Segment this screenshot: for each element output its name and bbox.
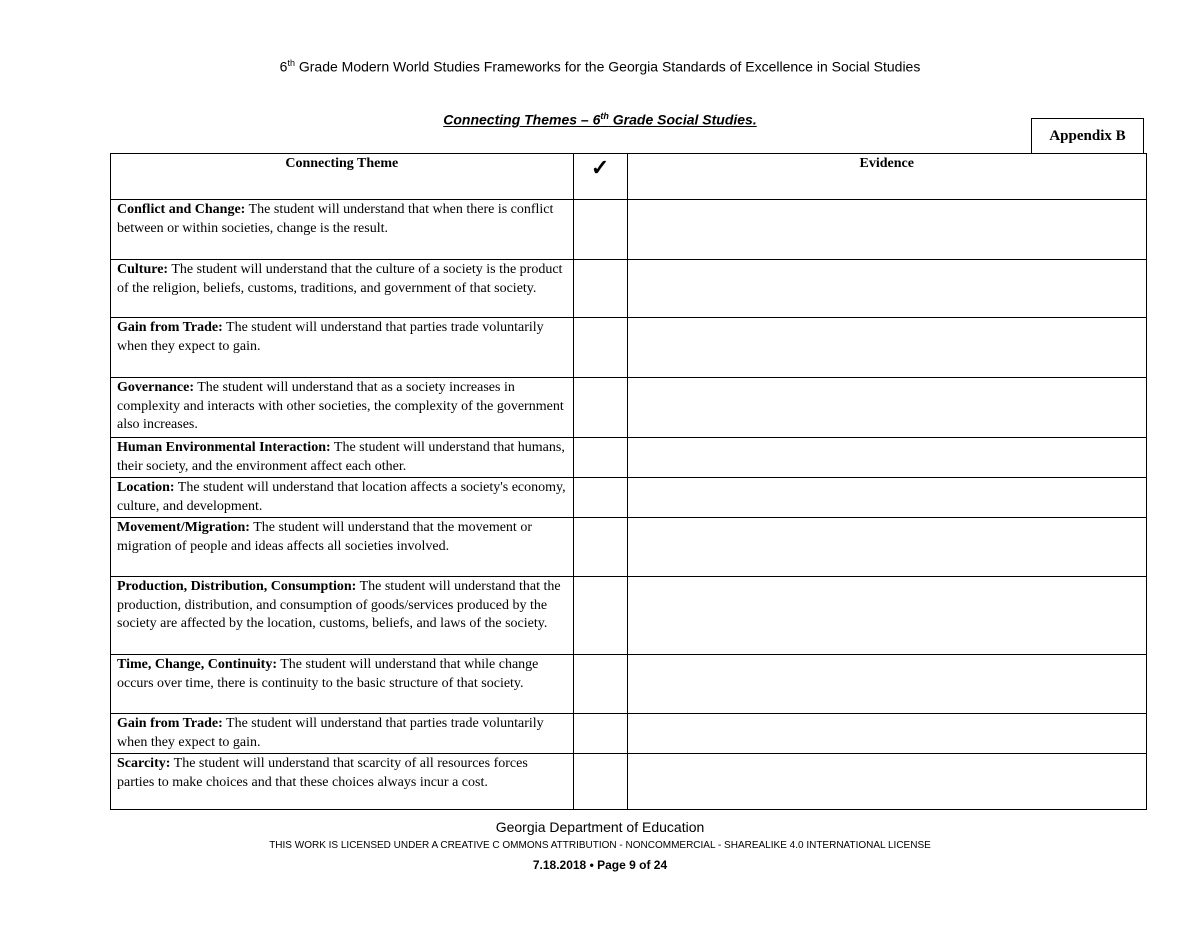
- theme-description: The student will understand that parties trade voluntarily when they expect to gain.: [117, 716, 544, 750]
- evidence-cell[interactable]: [627, 378, 1146, 438]
- footer-license: THIS WORK IS LICENSED UNDER A CREATIVE C OMMONS ATTRIBUTION - NONCOMMERCIAL - SHAREALIKE 4.0 INTERNATIONAL LICENSE: [269, 840, 931, 851]
- header-title-superscript: th: [287, 58, 295, 68]
- evidence-cell[interactable]: [627, 478, 1146, 518]
- theme-term: Human Environmental Interaction:: [117, 440, 331, 455]
- header-title-text: Grade Modern World Studies Frameworks for the Georgia Standards of Excellence in Social Studies: [294, 58, 921, 75]
- table-row: [111, 318, 1147, 378]
- check-cell[interactable]: [573, 478, 627, 518]
- check-cell[interactable]: [573, 378, 627, 438]
- theme-description: The student will understand that humans, their society, and the environment affect each other.: [117, 440, 565, 474]
- header-connecting-theme: Connecting Theme: [111, 154, 574, 200]
- theme-cell: [111, 260, 574, 318]
- theme-term: Movement/Migration:: [117, 520, 250, 535]
- theme-cell: [111, 754, 574, 810]
- check-cell[interactable]: [573, 754, 627, 810]
- page-header-title: [0, 58, 1200, 75]
- page-subtitle: [0, 111, 1200, 128]
- table-row: [111, 577, 1147, 655]
- theme-description: The student will understand that the production, distribution, and consumption of goods/services produced by the society are affected by the location, customs, beliefs, and laws of the society.: [117, 579, 561, 631]
- theme-description: The student will understand that as a society increases in complexity and interacts with other societies, the complexity of the government also increases.: [117, 380, 564, 432]
- theme-cell: [111, 378, 574, 438]
- table-row: [111, 260, 1147, 318]
- theme-term: Time, Change, Continuity:: [117, 657, 277, 672]
- appendix-label: Appendix B: [1031, 118, 1144, 153]
- theme-cell: [111, 318, 574, 378]
- check-cell[interactable]: [573, 655, 627, 714]
- table-row: [111, 518, 1147, 577]
- header-checkmark-icon: ✓: [573, 154, 627, 200]
- evidence-cell[interactable]: [627, 200, 1146, 260]
- evidence-cell[interactable]: [627, 318, 1146, 378]
- theme-term: Governance:: [117, 380, 194, 395]
- theme-description: The student will understand that the culture of a society is the product of the religion, beliefs, customs, traditions, and government of that society.: [117, 262, 563, 296]
- table-row: [111, 378, 1147, 438]
- footer-date-page: 7.18.2018 • Page 9 of 24: [532, 858, 668, 872]
- theme-description: The student will understand that when there is conflict between or within societies, change is the result.: [117, 202, 554, 236]
- theme-cell: [111, 655, 574, 714]
- theme-term: Gain from Trade:: [117, 320, 223, 335]
- header-evidence: Evidence: [627, 154, 1146, 200]
- theme-cell: [111, 714, 574, 754]
- check-cell[interactable]: [573, 200, 627, 260]
- table-header-row: [111, 154, 1147, 200]
- footer-organization: Georgia Department of Education: [495, 819, 705, 835]
- check-cell[interactable]: [573, 318, 627, 378]
- theme-term: Scarcity:: [117, 756, 171, 771]
- check-cell[interactable]: [573, 518, 627, 577]
- evidence-cell[interactable]: [627, 754, 1146, 810]
- theme-cell: [111, 438, 574, 478]
- subtitle-prefix: Connecting Themes – 6: [443, 111, 601, 128]
- table-row: [111, 714, 1147, 754]
- table-row: [111, 655, 1147, 714]
- table-row: [111, 438, 1147, 478]
- evidence-cell[interactable]: [627, 577, 1146, 655]
- header-title-grade: 6: [279, 58, 288, 75]
- theme-term: Location:: [117, 480, 175, 495]
- check-cell[interactable]: [573, 438, 627, 478]
- evidence-cell[interactable]: [627, 260, 1146, 318]
- theme-term: Conflict and Change:: [117, 202, 246, 217]
- check-cell[interactable]: [573, 577, 627, 655]
- theme-description: The student will understand that while change occurs over time, there is continuity to the basic structure of that society.: [117, 657, 539, 691]
- evidence-cell[interactable]: [627, 438, 1146, 478]
- table-row: [111, 200, 1147, 260]
- check-cell[interactable]: [573, 260, 627, 318]
- theme-description: The student will understand that parties trade voluntarily when they expect to gain.: [117, 320, 544, 354]
- theme-cell: [111, 518, 574, 577]
- theme-description: The student will understand that location affects a society's economy, culture, and development.: [117, 480, 566, 514]
- theme-cell: [111, 577, 574, 655]
- check-cell[interactable]: [573, 714, 627, 754]
- theme-cell: [111, 478, 574, 518]
- subtitle-superscript: th: [600, 111, 609, 121]
- theme-cell: [111, 200, 574, 260]
- table-row: [111, 754, 1147, 810]
- evidence-cell[interactable]: [627, 655, 1146, 714]
- connecting-themes-table: [110, 153, 1147, 810]
- evidence-cell[interactable]: [627, 518, 1146, 577]
- theme-term: Gain from Trade:: [117, 716, 223, 731]
- theme-description: The student will understand that scarcity of all resources forces parties to make choices and that these choices always incur a cost.: [117, 756, 528, 790]
- table-row: [111, 478, 1147, 518]
- evidence-cell[interactable]: [627, 714, 1146, 754]
- theme-description: The student will understand that the movement or migration of people and ideas affects all societies involved.: [117, 520, 532, 554]
- subtitle-text: Grade Social Studies.: [608, 111, 757, 128]
- theme-term: Production, Distribution, Consumption:: [117, 579, 357, 594]
- theme-term: Culture:: [117, 262, 169, 277]
